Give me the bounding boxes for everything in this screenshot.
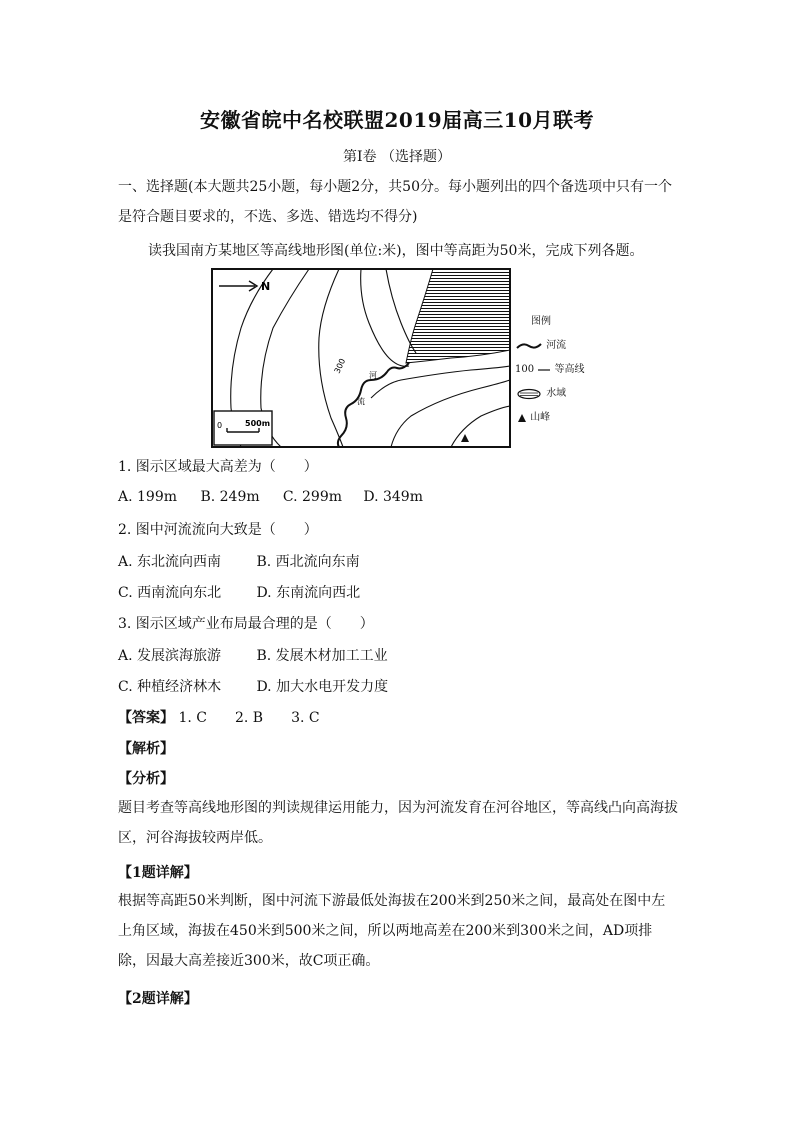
scale-box (214, 411, 272, 445)
option: A. 199m (118, 489, 178, 505)
scale-label: 500m (245, 419, 271, 428)
option: A. 东北流向西南 (118, 554, 222, 570)
detail1-paragraph: 根据等高距50米判断，图中河流下游最低处海拔在200米到250米之间，最高处在图中左上角区域，海拔在450米到500米之间，所以两地高差在200米到300米之间，AD项排除，因最大高差接近300米，故C项正确。 (118, 893, 666, 969)
contour-label: 300 (332, 357, 348, 375)
question-options (118, 489, 423, 505)
peak-legend-icon (517, 413, 527, 423)
question-stem: 1. 图示区域最大高差为（ ） (118, 459, 318, 475)
map-legend (515, 312, 605, 422)
option: C. 种植经济林木 (118, 679, 222, 695)
question-options (118, 551, 360, 571)
option: B. 西北流向东南 (256, 554, 360, 570)
question-options (118, 645, 388, 665)
question-options (118, 582, 360, 602)
document-title: 安徽省皖中名校联盟2019届高三10月联考 (200, 108, 594, 132)
legend-contour-label: 等高线 (554, 364, 585, 375)
water-legend-icon (515, 388, 543, 400)
answer-label: 【答案】 (118, 710, 174, 726)
option: C. 299m (282, 489, 343, 505)
river-label: 河 (369, 371, 377, 380)
north-label: N (261, 280, 271, 293)
question-options (118, 676, 388, 696)
option: D. 加大水电开发力度 (256, 679, 389, 695)
legend-water-label: 水域 (546, 388, 567, 399)
detail1-label: 【1题详解】 (118, 865, 198, 881)
contour-map (211, 268, 511, 448)
option: B. 249m (200, 489, 260, 505)
option: D. 东南流向西北 (256, 585, 361, 601)
option: C. 西南流向东北 (118, 585, 222, 601)
analysis-label: 【解析】 (118, 741, 174, 757)
option: D. 349m (363, 489, 423, 505)
answer-line (118, 707, 320, 727)
scale-zero: 0 (217, 421, 223, 430)
contour-legend-icon (537, 365, 551, 375)
river-legend-icon (515, 340, 543, 352)
option: B. 发展木材加工工业 (256, 648, 388, 664)
legend-peak-label: 山峰 (530, 412, 551, 423)
detail2-label: 【2题详解】 (118, 991, 198, 1007)
legend-river-label: 河流 (546, 340, 567, 351)
option: A. 发展滨海旅游 (118, 648, 222, 664)
question-stem: 3. 图示区域产业布局最合理的是（ ） (118, 616, 374, 632)
question-stem: 2. 图中河流流向大致是（ ） (118, 522, 318, 538)
fenxi-paragraph: 题目考查等高线地形图的判读规律运用能力，因为河流发育在河谷地区，等高线凸向高海拔区，河谷海拔较两岸低。 (118, 800, 678, 846)
fenxi-label: 【分析】 (118, 771, 174, 787)
river-label: 流 (357, 397, 365, 406)
instructions-paragraph: 一、选择题(本大题共25小题，每小题2分，共50分。每小题列出的四个备选项中只有一个是符合题目要求的，不选、多选、错选均不得分) (118, 179, 672, 225)
section-heading: 第I卷 （选择题） (343, 149, 451, 165)
answer-text: 1. C 2. B 3. C (178, 710, 320, 726)
legend-title: 图例 (531, 316, 551, 327)
legend-contour-value: 100 (515, 364, 535, 375)
question-intro: 读我国南方某地区等高线地形图(单位:米)，图中等高距为50米，完成下列各题。 (148, 243, 644, 259)
